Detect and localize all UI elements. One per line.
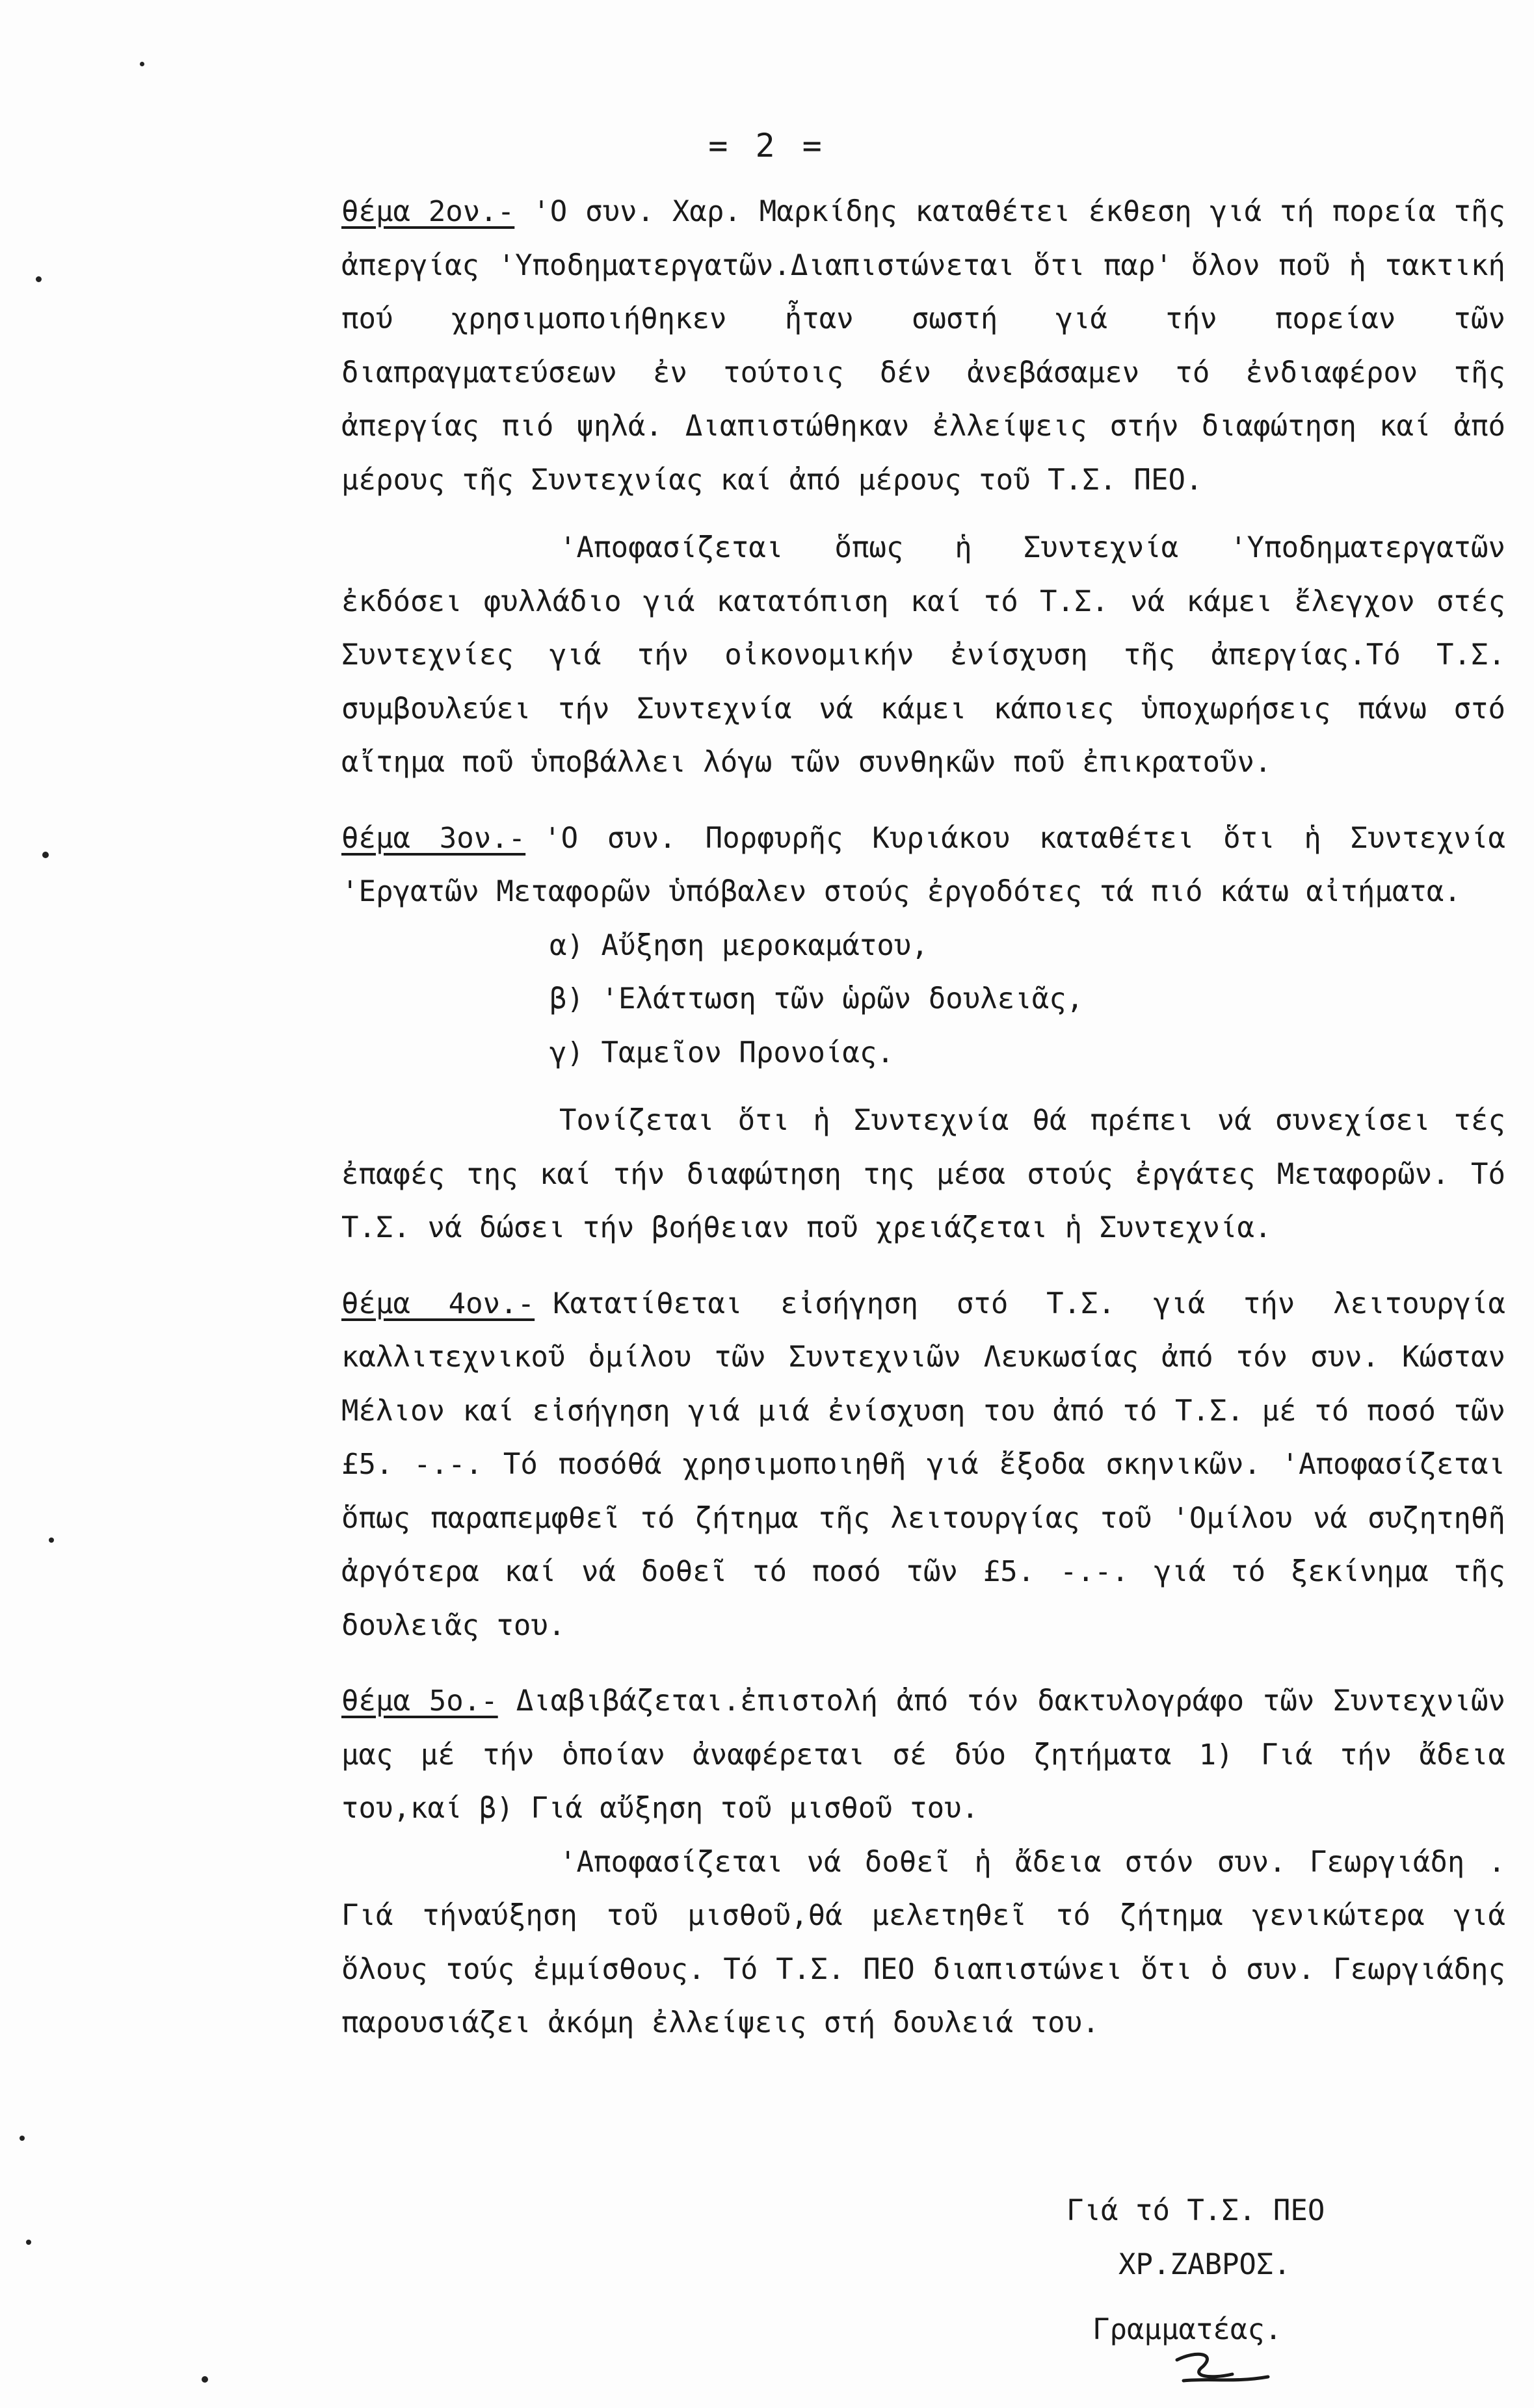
item-5-paragraph: [341, 1675, 1505, 1836]
scan-speck: [49, 1538, 54, 1543]
item-5-decision: 'Αποφασίζεται νά δοθεῖ ἡ ἄδεια στόν συν. Γεωργιάδη . Γιά τήναύξηση τοῦ μισθοῦ,θά μελετηθεῖ τό ζήτημα γενικώτερα γιά ὅλους τούς ἐμμίσθους. Τό Τ.Σ. ΠΕΟ διαπιστώνει ὅτι ὁ συν. Γεωργιάδης παρουσιάζει ἀκόμη ἐλλείψεις στή δουλειά του.: [341, 1845, 1505, 2039]
item-5-text: Διαβιβάζεται.ἐπιστολή ἀπό τόν δακτυλογράφο τῶν Συντεχνιῶν μας μέ τήν ὁποίαν ἀναφέρεται σέ δύο ζητήματα 1) Γιά τήν ἄδεια του,καί β) Γιά αὔξηση τοῦ μισθοῦ του.: [341, 1684, 1505, 1825]
scan-speck: [202, 2376, 208, 2383]
item-3-heading: θέμα 3ον.-: [341, 821, 526, 855]
item-3-note: Τονίζεται ὅτι ἡ Συντεχνία θά πρέπει νά συνεχίσει τές ἐπαφές της καί τήν διαφώτηση της μέσα στούς ἐργάτες Μεταφορῶν. Τό Τ.Σ. νά δώσει τήν βοήθειαν ποῦ χρειάζεται ἡ Συντεχνία.: [341, 1104, 1505, 1244]
item-2-decision: 'Αποφασίζεται ὅπως ἡ Συντεχνία 'Υποδηματεργατῶν ἐκδόσει φυλλάδιο γιά κατατόπιση καί τό Τ.Σ. νά κάμει ἔλεγχον στές Συντεχνίες γιά τήν οἰκονομικήν ἐνίσχυση τῆς ἀπεργίας.Τό Τ.Σ. συμβουλεύει τήν Συντεχνία νά κάμει κάποιες ὑποχωρήσεις πάνω στό αἴτημα ποῦ ὑποβάλλει λόγω τῶν συνθηκῶν ποῦ ἐπικρατοῦν.: [341, 531, 1505, 779]
page-number: = 2 =: [708, 127, 826, 164]
item-2-heading: θέμα 2ον.-: [341, 195, 515, 228]
item-4-text: Κατατίθεται εἰσήγηση στό Τ.Σ. γιά τήν λειτουργία καλλιτεχνικοῦ ὁμίλου τῶν Συντεχνιῶν Λευκωσίας ἀπό τόν συν. Κώσταν Μέλιον καί εἰσήγηση γιά μιά ἐνίσχυση του ἀπό τό Τ.Σ. μέ τό ποσό τῶν £5. -.-. Τό ποσόθά χρησιμοποιηθῆ γιά ἔξοδα σκηνικῶν. 'Αποφασίζεται ὅπως παραπεμφθεῖ τό ζήτημα τῆς λειτουργίας τοῦ 'Ομίλου νά συζητηθῆ ἀργότερα καί νά δοθεῖ τό ποσό τῶν £5. -.-. γιά τό ξεκίνημα τῆς δουλειᾶς του.: [341, 1287, 1506, 1642]
scan-speck: [26, 2240, 31, 2245]
signature-block: [1066, 2184, 1483, 2357]
item-4-heading: θέμα 4ον.-: [341, 1287, 535, 1320]
scan-speck: [20, 2136, 25, 2141]
item-2-paragraph: [341, 185, 1505, 507]
demand-item: α) Αὔξηση μεροκαμάτου,: [549, 928, 929, 962]
handwritten-signature: [1170, 2347, 1275, 2392]
signature-org: Γιά τό Τ.Σ. ΠΕΟ: [1066, 2194, 1325, 2227]
scan-speck: [42, 852, 49, 858]
scan-speck: [36, 276, 42, 282]
item-5-heading: θέμα 5ο.-: [341, 1684, 498, 1718]
demand-item: γ) Ταμεῖον Προνοίας.: [549, 1036, 894, 1069]
item-3-demands-list: [341, 919, 1505, 1080]
item-3-text: 'Ο συν. Πορφυρῆς Κυριάκου καταθέτει ὅτι ἡ Συντεχνία 'Εργατῶν Μεταφορῶν ὑπόβαλεν στούς ἐργοδότες τά πιό κάτω αἰτήματα.: [341, 821, 1505, 908]
item-3-paragraph: [341, 812, 1505, 919]
item-2-text: 'Ο συν. Χαρ. Μαρκίδης καταθέτει έκθεση γιά τή πορεία τῆς ἀπεργίας 'Υποδηματεργατῶν.Διαπιστώνεται ὅτι παρ' ὅλον ποῦ ἡ τακτική πού χρησιμοποιήθηκεν ἦταν σωστή γιά τήν πορείαν τῶν διαπραγματεύσεων ἐν τούτοις δέν ἀνεβάσαμεν τό ἐνδιαφέρον τῆς ἀπεργίας πιό ψηλά. Διαπιστώθηκαν ἐλλείψεις στήν διαφώτηση καί ἀπό μέρους τῆς Συντεχνίας καί ἀπό μέρους τοῦ Τ.Σ. ΠΕΟ.: [341, 195, 1506, 497]
signature-name: ΧΡ.ΖΑΒΡΟΣ.: [1118, 2247, 1291, 2281]
item-4-paragraph: [341, 1277, 1505, 1653]
scan-speck: [140, 62, 144, 66]
signature-title: Γραμματέας.: [1092, 2313, 1282, 2346]
demand-item: β) 'Ελάττωση τῶν ὡρῶν δουλειᾶς,: [549, 982, 1084, 1015]
minutes-body: [341, 185, 1505, 2050]
